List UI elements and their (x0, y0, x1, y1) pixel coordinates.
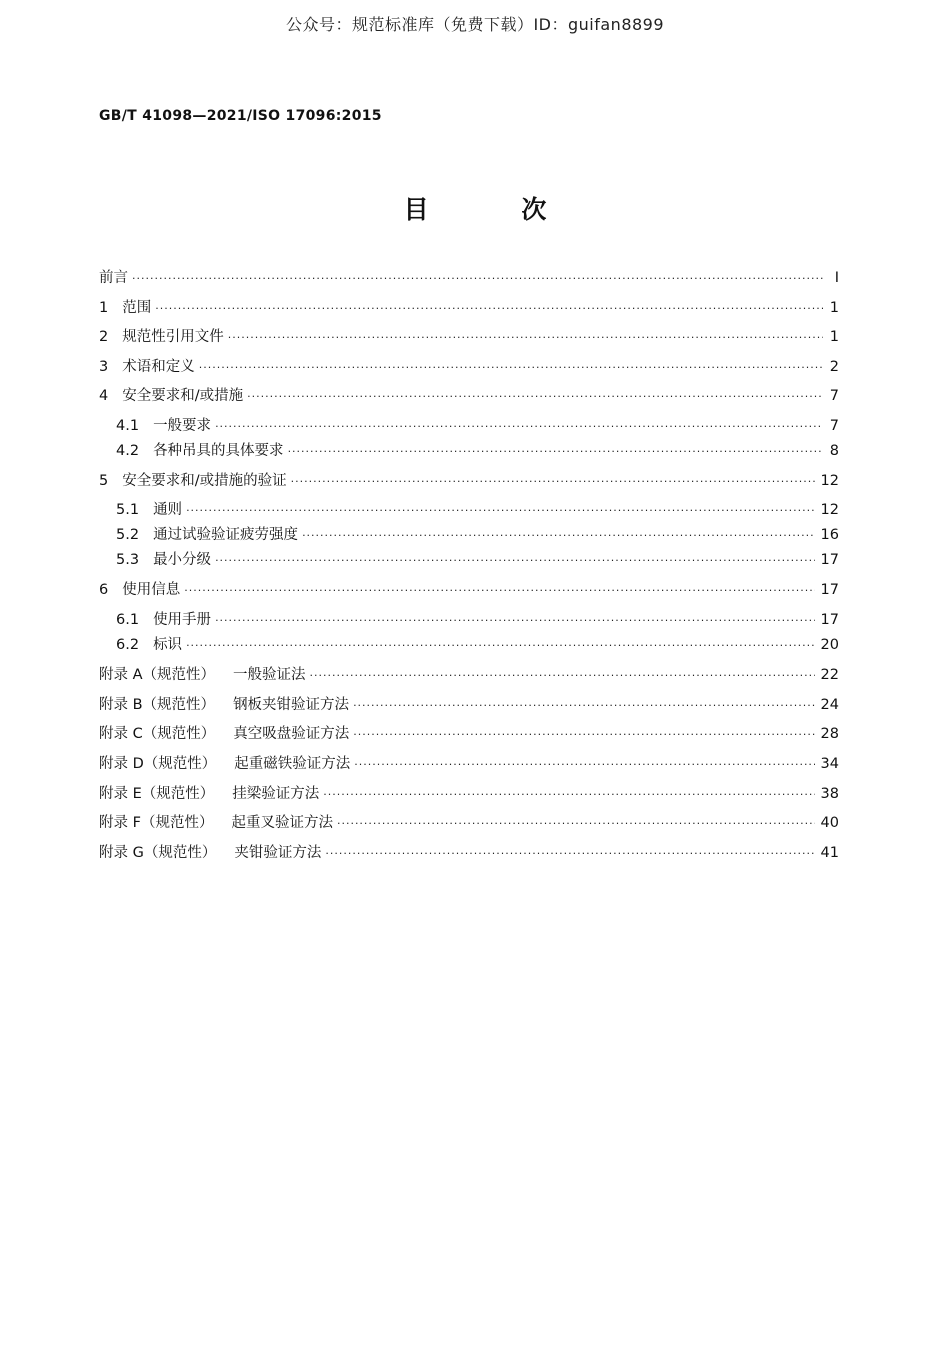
toc-entry-number: 附录 F（规范性） (99, 815, 214, 831)
toc-entry-number: 5.3 (116, 552, 140, 568)
toc-entry-page: 16 (820, 527, 839, 543)
toc-entry[interactable] (99, 813, 839, 834)
toc-entry-label: 使用信息 (122, 582, 181, 598)
toc-entry-page: 17 (820, 582, 839, 598)
toc-entry-page: 20 (820, 637, 839, 653)
toc-entry-number: 4 (99, 388, 109, 404)
toc-entry[interactable] (99, 298, 839, 319)
dot-leader (228, 328, 823, 348)
dot-leader (215, 551, 814, 571)
toc-entry-label: 一般要求 (153, 418, 212, 434)
toc-entry[interactable] (99, 724, 839, 745)
toc-entry-number: 4.2 (116, 443, 140, 459)
toc-entry[interactable] (99, 441, 839, 462)
toc-entry-label: 范围 (122, 300, 152, 316)
toc-entry-label: 术语和定义 (122, 359, 195, 375)
toc-entry[interactable] (99, 268, 839, 289)
dot-leader (215, 611, 814, 631)
toc-entry-page: 7 (829, 418, 839, 434)
dot-leader (353, 725, 814, 745)
dot-leader (199, 358, 823, 378)
toc-entry-number: 附录 G（规范性） (99, 845, 217, 861)
toc-entry-number: 5.1 (116, 502, 140, 518)
toc-entry-number: 5.2 (116, 527, 140, 543)
toc-entry-label: 夹钳验证方法 (234, 845, 322, 861)
toc-entry[interactable] (99, 635, 839, 656)
toc-entry-label: 安全要求和/或措施的验证 (122, 473, 287, 489)
toc-entry-page: Ⅰ (834, 270, 839, 286)
dot-leader (353, 696, 814, 716)
standard-code: GB/T 41098—2021/ISO 17096:2015 (99, 108, 382, 124)
dot-leader (132, 269, 823, 289)
toc-entry[interactable] (99, 843, 839, 864)
dot-leader (186, 501, 814, 521)
toc-entry[interactable] (99, 357, 839, 378)
toc-entry[interactable] (99, 471, 839, 492)
dot-leader (354, 755, 814, 775)
toc-entry-number: 1 (99, 300, 109, 316)
toc-entry-label: 钢板夹钳验证方法 (233, 697, 350, 713)
toc-entry-label: 安全要求和/或措施 (122, 388, 244, 404)
dot-leader (310, 666, 815, 686)
toc-entry-label: 标识 (153, 637, 183, 653)
toc-entry-label: 前言 (99, 270, 128, 286)
dot-leader (184, 581, 814, 601)
dot-leader (186, 636, 814, 656)
toc-entry-label: 一般验证法 (233, 667, 306, 683)
toc-entry-page: 24 (820, 697, 839, 713)
toc-entry[interactable] (99, 525, 839, 546)
toc-entry[interactable] (99, 416, 839, 437)
toc-entry-page: 8 (829, 443, 839, 459)
toc-entry-label: 各种吊具的具体要求 (153, 443, 284, 459)
toc-entry-page: 1 (829, 300, 839, 316)
toc-entry-page: 12 (820, 502, 839, 518)
toc-entry-label: 起重磁铁验证方法 (234, 756, 351, 772)
dot-leader (325, 844, 814, 864)
toc-entry[interactable] (99, 695, 839, 716)
toc-entry[interactable] (99, 665, 839, 686)
toc-entry-page: 7 (829, 388, 839, 404)
dot-leader (323, 785, 814, 805)
toc-entry-number: 2 (99, 329, 109, 345)
dot-leader (288, 442, 823, 462)
toc-entry-page: 17 (820, 552, 839, 568)
toc-entry-number: 6.1 (116, 612, 140, 628)
toc-entry[interactable] (99, 610, 839, 631)
dot-leader (291, 472, 815, 492)
dot-leader (155, 299, 823, 319)
toc-entry-number: 附录 A（规范性） (99, 667, 216, 683)
dot-leader (247, 387, 823, 407)
toc-entry-page: 34 (820, 756, 839, 772)
toc-entry-number: 4.1 (116, 418, 140, 434)
toc-entry-page: 40 (820, 815, 839, 831)
dot-leader (337, 814, 815, 834)
toc-entry-number: 附录 C（规范性） (99, 726, 216, 742)
toc-entry-page: 41 (820, 845, 839, 861)
watermark-header: 公众号：规范标准库（免费下载）ID：guifan8899 (285, 15, 665, 34)
toc-entry[interactable] (99, 754, 839, 775)
toc-entry-label: 挂梁验证方法 (232, 786, 320, 802)
toc-entry-page: 1 (829, 329, 839, 345)
toc-entry-label: 真空吸盘验证方法 (233, 726, 350, 742)
toc-entry-number: 附录 E（规范性） (99, 786, 215, 802)
toc-entry-number: 5 (99, 473, 109, 489)
toc-entry-page: 22 (820, 667, 839, 683)
toc-entry-label: 规范性引用文件 (122, 329, 224, 345)
toc-entry[interactable] (99, 784, 839, 805)
toc-entry-number: 6 (99, 582, 109, 598)
toc-entry[interactable] (99, 386, 839, 407)
toc-entry-page: 12 (820, 473, 839, 489)
toc-entry-page: 17 (820, 612, 839, 628)
toc-entry-label: 起重叉验证方法 (231, 815, 333, 831)
toc-entry[interactable] (99, 580, 839, 601)
toc-entry-label: 使用手册 (153, 612, 212, 628)
toc-entry[interactable] (99, 550, 839, 571)
toc-entry-number: 附录 D（规范性） (99, 756, 217, 772)
toc-entry-number: 附录 B（规范性） (99, 697, 216, 713)
toc-entry-number: 6.2 (116, 637, 140, 653)
toc-entry-label: 通则 (153, 502, 183, 518)
toc-entry[interactable] (99, 500, 839, 521)
dot-leader (215, 417, 823, 437)
toc-entry-number: 3 (99, 359, 109, 375)
dot-leader (302, 526, 814, 546)
toc-entry-page: 28 (820, 726, 839, 742)
toc-entry-page: 38 (820, 786, 839, 802)
toc-entry-label: 通过试验验证疲劳强度 (153, 527, 299, 543)
toc-entry[interactable] (99, 327, 839, 348)
toc-entry-label: 最小分级 (153, 552, 212, 568)
toc-entry-page: 2 (829, 359, 839, 375)
page-title: 目 次 (403, 195, 589, 224)
